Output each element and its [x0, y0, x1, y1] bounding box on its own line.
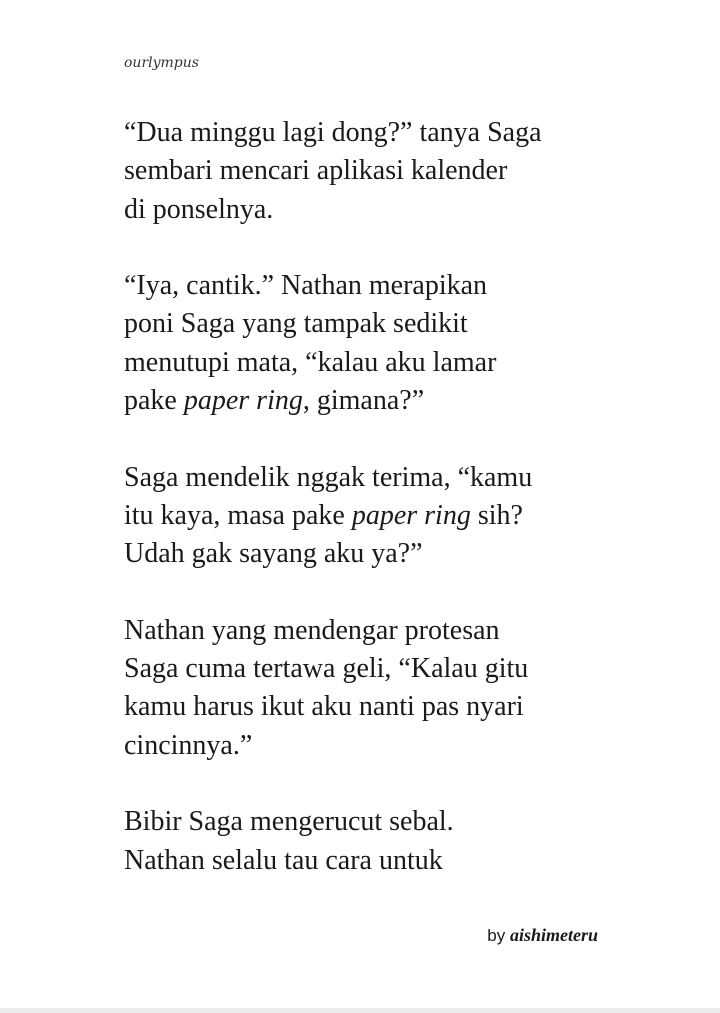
story-line [124, 344, 614, 382]
story-line [124, 267, 614, 305]
story-text: sembari mencari aplikasi kalender [124, 155, 508, 187]
story-text: di ponselnya. [124, 193, 274, 225]
story-text: itu kaya, masa pake [124, 499, 352, 531]
story-body [124, 114, 614, 918]
story-paragraph [124, 459, 614, 574]
story-italic-text: paper ring [183, 385, 303, 417]
byline [487, 925, 598, 946]
story-paragraph [124, 803, 614, 880]
byline-author: aishimeteru [509, 925, 598, 945]
byline-prefix: by [487, 926, 506, 945]
story-text: , gimana?” [302, 385, 425, 417]
story-text: “Dua minggu lagi dong?” tanya Saga [124, 117, 542, 148]
story-line [124, 191, 614, 229]
story-line [124, 497, 614, 535]
story-text: pake [124, 385, 184, 417]
story-line [124, 459, 614, 497]
story-text: “Iya, cantik.” Nathan merapikan [124, 270, 488, 302]
page-bottom-edge [0, 1008, 720, 1013]
story-text: cincinnya.” [124, 729, 253, 761]
story-text: kamu harus ikut aku nanti pas nyari [124, 691, 524, 723]
story-text: Udah gak sayang aku ya?” [124, 538, 423, 570]
story-paragraph [124, 114, 614, 229]
story-paragraph [124, 267, 614, 420]
story-line [124, 842, 614, 880]
story-paragraph [124, 612, 614, 765]
story-line [124, 535, 614, 573]
story-line [124, 688, 614, 726]
story-text: Saga cuma tertawa geli, “Kalau gitu [124, 653, 529, 685]
story-line [124, 382, 614, 420]
site-watermark: ourlympus [124, 55, 199, 71]
story-line [124, 803, 614, 841]
story-line [124, 305, 614, 343]
story-text: Nathan yang mendengar protesan [124, 614, 500, 646]
story-line [124, 152, 614, 190]
story-text: poni Saga yang tampak sedikit [124, 308, 468, 340]
story-text: Nathan selalu tau cara untuk [124, 844, 443, 876]
story-text: Saga mendelik nggak terima, “kamu [124, 461, 533, 493]
story-line [124, 114, 614, 152]
story-text: Bibir Saga mengerucut sebal. [124, 806, 454, 838]
story-line [124, 650, 614, 688]
story-italic-text: paper ring [351, 499, 471, 531]
story-line [124, 727, 614, 765]
story-text: menutupi mata, “kalau aku lamar [124, 346, 497, 378]
story-text: sih? [470, 499, 523, 531]
story-line [124, 612, 614, 650]
